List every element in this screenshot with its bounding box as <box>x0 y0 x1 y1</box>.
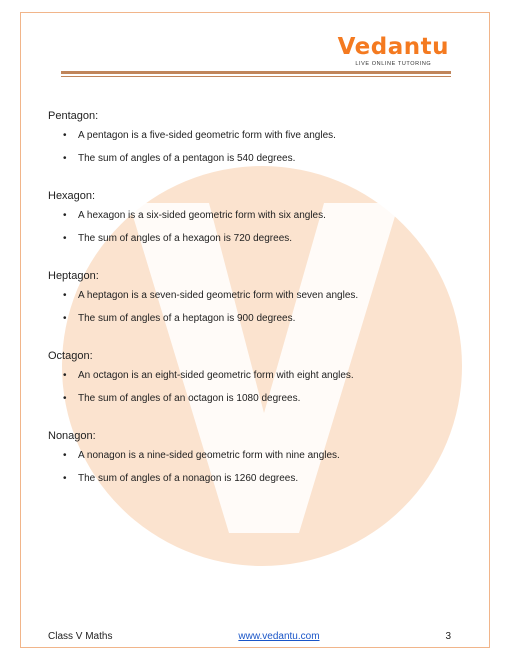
list-item: • A pentagon is a five-sided geometric form with five angles. <box>78 130 469 141</box>
section-nonagon <box>48 430 469 484</box>
section-heptagon <box>48 270 469 324</box>
logo-wordmark: Vedantu <box>337 34 449 60</box>
vedantu-logo[interactable] <box>338 35 449 67</box>
list-item: • A heptagon is a seven-sided geometric form with seven angles. <box>78 290 469 301</box>
bullet-list <box>48 370 469 404</box>
list-item: • The sum of angles of an octagon is 1080 degrees. <box>78 393 469 404</box>
section-octagon <box>48 350 469 404</box>
list-item: • The sum of angles of a pentagon is 540 degrees. <box>78 153 469 164</box>
content-area <box>48 110 469 510</box>
page-footer <box>48 631 451 642</box>
bullet-list <box>48 450 469 484</box>
section-heading: Octagon: <box>48 350 93 362</box>
logo-tagline: LIVE ONLINE TUTORING <box>355 61 432 67</box>
header-rule-thin <box>61 76 451 77</box>
bullet-list <box>48 290 469 324</box>
header-rule <box>61 71 451 74</box>
page-number: 3 <box>445 631 451 642</box>
list-item: • The sum of angles of a hexagon is 720 degrees. <box>78 233 469 244</box>
section-hexagon <box>48 190 469 244</box>
section-pentagon <box>48 110 469 164</box>
list-item: • A hexagon is a six-sided geometric form with six angles. <box>78 210 469 221</box>
document-page <box>20 12 490 648</box>
footer-class-label: Class V Maths <box>48 631 113 642</box>
list-item: • The sum of angles of a nonagon is 1260 degrees. <box>78 473 469 484</box>
bullet-list <box>48 130 469 164</box>
section-heading: Nonagon: <box>48 430 96 442</box>
list-item: • The sum of angles of a heptagon is 900 degrees. <box>78 313 469 324</box>
list-item: • A nonagon is a nine-sided geometric form with nine angles. <box>78 450 469 461</box>
section-heading: Pentagon: <box>48 110 99 122</box>
list-item: • An octagon is an eight-sided geometric form with eight angles. <box>78 370 469 381</box>
section-heading: Hexagon: <box>48 190 96 202</box>
bullet-list <box>48 210 469 244</box>
footer-website-link[interactable]: www.vedantu.com <box>238 631 320 642</box>
section-heading: Heptagon: <box>48 270 99 282</box>
